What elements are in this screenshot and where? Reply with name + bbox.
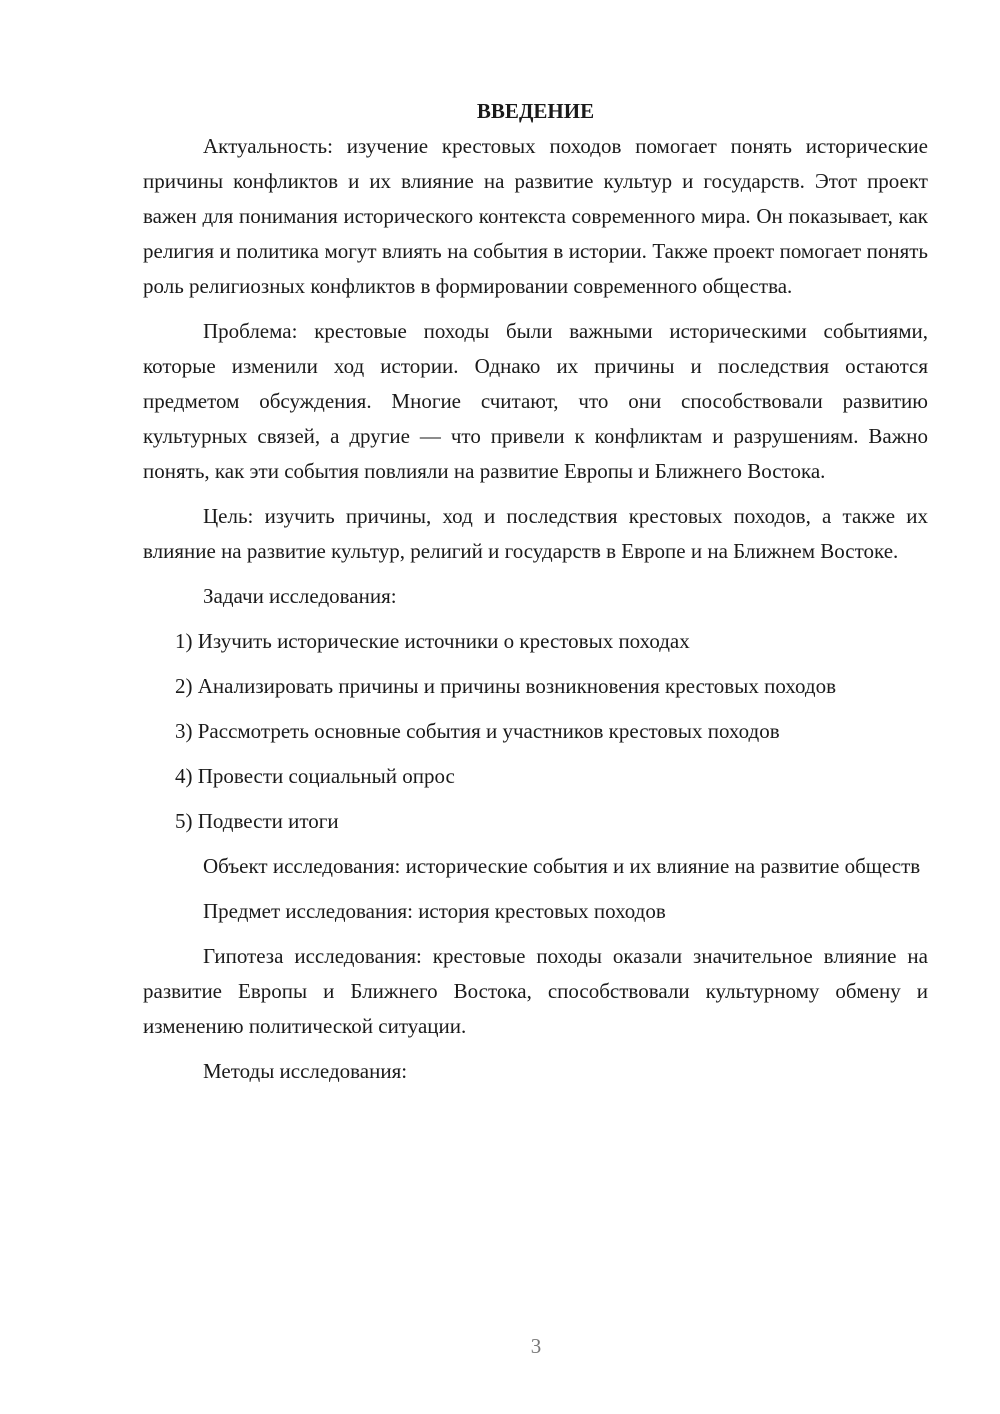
page-number: 3 [530,1334,542,1358]
methods-heading: Методы исследования: [203,1059,408,1083]
relevance-paragraph: Актуальность: изучение крестовых походов помогает понять исторические причины конфликтов и их влияние на развитие культур и государств. Этот проект важен для понимания исторического контекста современного мира. Он показывает, как религия и политика могут влиять на события в истории. Также проект помогает понять роль религиозных конфликтов в формировании современного общества. [143,134,928,298]
object-paragraph: Объект исследования: исторические события и их влияние на развитие обществ [203,854,921,878]
hypothesis-paragraph: Гипотеза исследования: крестовые походы оказали значительное влияние на развитие Европы и Ближнего Востока, способствовали культурному обмену и изменению политической ситуации. [143,944,928,1038]
problem-paragraph: Проблема: крестовые походы были важными историческими событиями, которые изменили ход истории. Однако их причины и последствия остаются предметом обсуждения. Многие считают, что они способствовали развитию культурных связей, а другие — что привели к конфликтам и разрушениям. Важно понять, как эти события повлияли на развитие Европы и Ближнего Востока. [143,319,928,483]
task-item: 3) Рассмотреть основные события и участников крестовых походов [175,719,780,743]
task-item: 2) Анализировать причины и причины возникновения крестовых походов [175,674,836,698]
tasks-heading: Задачи исследования: [203,584,397,608]
section-title: ВВЕДЕНИЕ [476,99,595,123]
task-item: 5) Подвести итоги [175,809,339,833]
task-item: 4) Провести социальный опрос [175,764,455,788]
goal-paragraph: Цель: изучить причины, ход и последствия крестовых походов, а также их влияние на развитие культур, религий и государств в Европе и на Ближнем Востоке. [143,504,928,563]
subject-paragraph: Предмет исследования: история крестовых походов [203,899,666,923]
task-item: 1) Изучить исторические источники о крестовых походах [175,629,690,653]
page-content [143,94,928,1089]
